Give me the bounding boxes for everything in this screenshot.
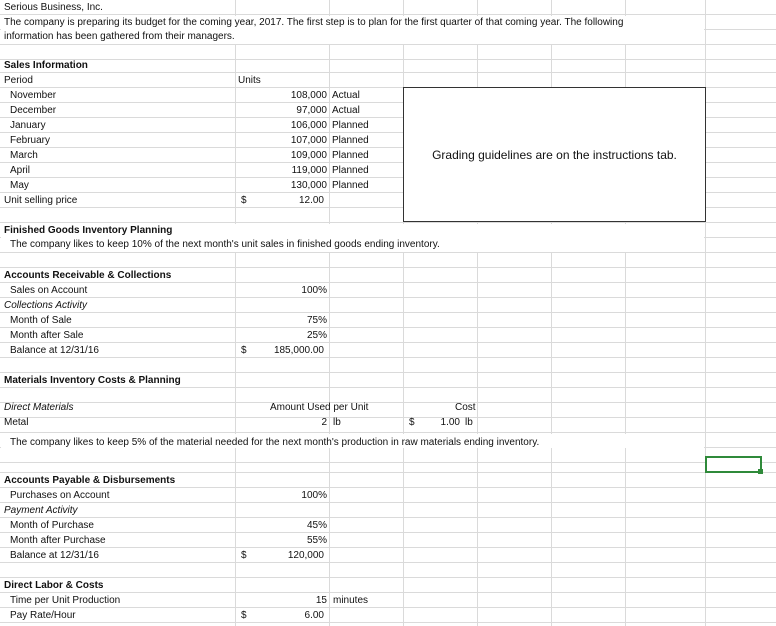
sales-on-account-value: 100% xyxy=(301,285,327,296)
labor-title: Direct Labor & Costs xyxy=(4,580,104,591)
period-header: Period xyxy=(4,75,33,86)
company-name: Serious Business, Inc. xyxy=(4,2,103,13)
fill-handle[interactable] xyxy=(758,469,763,474)
units-cell: 106,000 xyxy=(290,120,327,131)
time-per-unit-unit: minutes xyxy=(333,595,369,606)
metal-amount: 2 xyxy=(321,417,327,428)
grid-row xyxy=(0,578,776,593)
intro-text-line1: The company is preparing its budget for the coming year, 2017. The first step is to plan for the first quarter of that coming year. The following xyxy=(4,17,624,28)
cost-header: Cost xyxy=(455,402,476,413)
period-cell: November xyxy=(10,90,57,101)
grid-row xyxy=(0,488,776,503)
grid-row xyxy=(0,563,776,578)
ap-title: Accounts Payable & Disbursements xyxy=(4,475,176,486)
month-of-sale-value: 75% xyxy=(306,315,327,326)
period-cell: December xyxy=(10,105,57,116)
month-after-sale-label: Month after Sale xyxy=(10,330,84,341)
month-after-purchase-label: Month after Purchase xyxy=(10,535,106,546)
fg-text: The company likes to keep 10% of the next month's unit sales in finished goods ending inventory. xyxy=(10,239,440,250)
price-value: 12.00 xyxy=(298,195,324,206)
grid-row xyxy=(0,503,776,518)
metal-label: Metal xyxy=(4,417,29,428)
time-per-unit-label: Time per Unit Production xyxy=(10,595,121,606)
status-cell: Actual xyxy=(332,105,360,116)
units-cell: 107,000 xyxy=(290,135,327,146)
grid-row xyxy=(0,253,776,268)
grid-row xyxy=(0,403,776,418)
grid-row xyxy=(0,73,776,88)
status-cell: Planned xyxy=(332,120,369,131)
ar-balance-value: 185,000.00 xyxy=(273,345,324,356)
collections-activity-label: Collections Activity xyxy=(4,300,87,311)
metal-cost-currency: $ xyxy=(409,417,415,428)
period-cell: February xyxy=(10,135,51,146)
grid-row xyxy=(0,388,776,403)
pay-rate-label: Pay Rate/Hour xyxy=(10,610,76,621)
units-cell: 130,000 xyxy=(290,180,327,191)
status-cell: Planned xyxy=(332,180,369,191)
status-cell: Planned xyxy=(332,135,369,146)
grid-row xyxy=(0,548,776,563)
grid-row xyxy=(0,343,776,358)
fg-title: Finished Goods Inventory Planning xyxy=(4,225,173,236)
month-after-purchase-value: 55% xyxy=(306,535,327,546)
materials-title: Materials Inventory Costs & Planning xyxy=(4,375,181,386)
direct-materials-label: Direct Materials xyxy=(4,402,74,413)
grid-row xyxy=(0,283,776,298)
grid-row xyxy=(0,328,776,343)
intro-text-line2: information has been gathered from their managers. xyxy=(4,31,235,42)
month-of-sale-label: Month of Sale xyxy=(10,315,72,326)
units-cell: 119,000 xyxy=(291,165,327,176)
units-cell: 108,000 xyxy=(290,90,327,101)
status-cell: Actual xyxy=(332,90,360,101)
grid-row xyxy=(0,533,776,548)
month-after-sale-value: 25% xyxy=(306,330,327,341)
grid-row xyxy=(0,458,776,473)
ar-title: Accounts Receivable & Collections xyxy=(4,270,172,281)
ar-balance-label: Balance at 12/31/16 xyxy=(10,345,99,356)
status-cell: Planned xyxy=(332,150,369,161)
purchases-on-account-value: 100% xyxy=(301,490,327,501)
metal-cost-unit: lb xyxy=(465,417,473,428)
metal-cost: 1.00 xyxy=(440,417,460,428)
ap-balance-label: Balance at 12/31/16 xyxy=(10,550,99,561)
sales-title: Sales Information xyxy=(4,60,88,71)
selected-cell[interactable] xyxy=(705,456,762,473)
period-cell: January xyxy=(10,120,46,131)
grid-row xyxy=(0,0,776,15)
ap-balance-currency: $ xyxy=(241,550,247,561)
pay-rate-currency: $ xyxy=(241,610,247,621)
grid-row xyxy=(0,518,776,533)
units-header: Units xyxy=(238,75,261,86)
month-of-purchase-value: 45% xyxy=(306,520,327,531)
period-cell: April xyxy=(10,165,31,176)
ap-balance-value: 120,000 xyxy=(287,550,324,561)
grid-row xyxy=(0,418,776,433)
grid-row xyxy=(0,58,776,73)
materials-note: The company likes to keep 5% of the material needed for the next month's production in raw materials ending inventory. xyxy=(10,437,540,448)
units-cell: 97,000 xyxy=(296,105,327,116)
grid-row xyxy=(0,313,776,328)
grading-note-text: Grading guidelines are on the instructions tab. xyxy=(432,147,677,162)
grid-row xyxy=(0,358,776,373)
price-label: Unit selling price xyxy=(4,195,78,206)
amount-used-header: Amount Used per Unit xyxy=(270,402,369,413)
month-of-purchase-label: Month of Purchase xyxy=(10,520,94,531)
pay-rate-value: 6.00 xyxy=(304,610,324,621)
time-per-unit-value: 15 xyxy=(315,595,327,606)
grid-row xyxy=(0,608,776,623)
metal-amount-unit: lb xyxy=(333,417,341,428)
purchases-on-account-label: Purchases on Account xyxy=(10,490,110,501)
sales-on-account-label: Sales on Account xyxy=(10,285,88,296)
period-cell: March xyxy=(10,150,38,161)
ar-balance-currency: $ xyxy=(241,345,247,356)
grading-note-textbox[interactable] xyxy=(403,87,706,222)
units-cell: 109,000 xyxy=(290,150,327,161)
payment-activity-label: Payment Activity xyxy=(4,505,78,516)
grid-row xyxy=(0,298,776,313)
period-cell: May xyxy=(10,180,29,191)
status-cell: Planned xyxy=(332,165,369,176)
price-currency: $ xyxy=(241,195,247,206)
